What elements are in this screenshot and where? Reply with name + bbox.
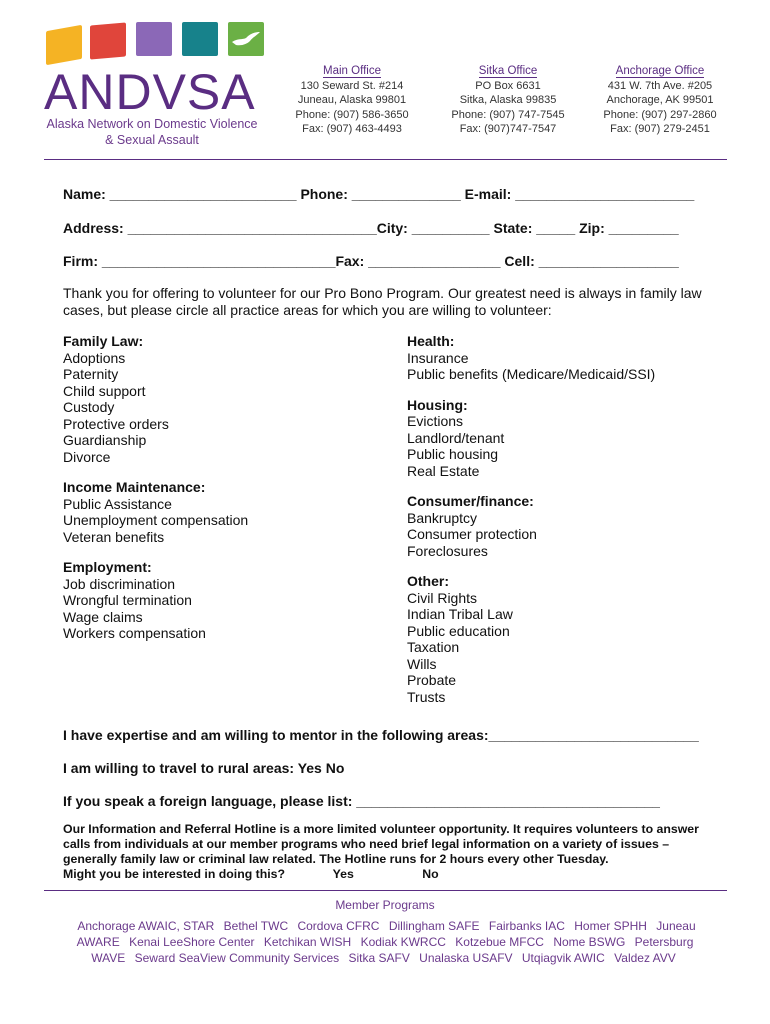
member-program: Kodiak KWRCC (360, 935, 446, 949)
member-program: Unalaska USAFV (419, 951, 513, 965)
brand-name: ANDVSA (44, 64, 256, 120)
member-program: Cordova CFRC (297, 919, 380, 933)
hotline-text: Our Information and Referral Hotline is a more limited volunteer opportunity. It requires volunteers to answer calls from individuals at our member programs who need brief legal information on a variety of issues – generally family law or criminal law related. The Hotline runs for 2 hours every other Tuesday. (63, 822, 699, 866)
member-program: Bethel TWC (223, 919, 289, 933)
practice-item[interactable]: Protective orders (63, 415, 169, 432)
logo-square-purple (136, 22, 172, 56)
category-housing: Housing: (407, 396, 468, 413)
member-program: Kotzebue MFCC (455, 935, 544, 949)
practice-item[interactable]: Bankruptcy (407, 509, 478, 526)
practice-item[interactable]: Indian Tribal Law (407, 606, 513, 622)
logo-square-red (90, 22, 126, 59)
hotline-paragraph (63, 822, 723, 882)
hotline-question: Might you be interested in doing this? (63, 867, 286, 881)
member-program: Nome BSWG (553, 935, 626, 949)
member-program: Valdez AVV (614, 951, 676, 965)
practice-item[interactable]: Wage claims (63, 608, 143, 625)
practice-item[interactable]: Public Assistance (63, 495, 172, 512)
practice-item[interactable]: Insurance (407, 349, 469, 366)
member-program: Kenai LeeShore Center (129, 935, 255, 949)
intro-paragraph: Thank you for offering to volunteer for our Pro Bono Program. Our greatest need is always in family law cases, but please circle all practice areas for which you are willing to volunteer: (63, 285, 702, 318)
practice-item[interactable]: Trusts (407, 688, 446, 705)
bird-icon (230, 28, 262, 50)
practice-item[interactable]: Workers compensation (63, 625, 206, 641)
practice-item[interactable]: Landlord/tenant (407, 429, 505, 446)
category-consumer-finance: Consumer/finance: (407, 493, 534, 509)
practice-item[interactable]: Child support (63, 382, 146, 399)
contact-row-3[interactable]: Firm: ______________________________Fax: _________________ Cell: __________________ (63, 253, 679, 269)
brand-tagline: Alaska Network on Domestic Violence & Sexual Assault (46, 117, 258, 147)
practice-item[interactable]: Real Estate (407, 462, 480, 479)
office-title: Sitka Office (478, 65, 538, 77)
member-programs-title: Member Programs (335, 898, 435, 912)
member-program: Fairbanks IAC (488, 919, 565, 933)
practice-item[interactable]: Public benefits (Medicare/Medicaid/SSI) (407, 366, 656, 382)
practice-areas-left (63, 333, 248, 642)
practice-item[interactable]: Unemployment compensation (63, 512, 249, 528)
practice-item[interactable]: Probate (407, 672, 457, 688)
hotline-no[interactable]: No (422, 867, 439, 881)
sitka-office: Sitka Office PO Box 6631 Sitka, Alaska 99835 Phone: (907) 747-7545 Fax: (907)747-7547 (451, 65, 565, 135)
mentor-statement[interactable]: I have expertise and am willing to mentor in the following areas:___________________________ (63, 727, 699, 743)
practice-item[interactable]: Paternity (63, 366, 119, 382)
travel-statement[interactable]: I am willing to travel to rural areas: Yes No (63, 760, 345, 776)
practice-item[interactable]: Consumer protection (407, 526, 537, 542)
member-programs-list (60, 918, 710, 966)
category-family-law: Family Law: (63, 333, 144, 349)
member-program: Sitka SAFV (348, 951, 410, 965)
practice-item[interactable]: Veteran benefits (63, 528, 165, 545)
practice-item[interactable]: Evictions (407, 413, 464, 429)
practice-item[interactable]: Divorce (63, 448, 111, 465)
member-program: Juneau AWARE (76, 919, 696, 949)
logo-square-teal (182, 22, 218, 56)
language-statement[interactable]: If you speak a foreign language, please list: _______________________________________ (63, 793, 660, 809)
member-program: Dillingham SAFE (388, 919, 480, 933)
main-office: Main Office 130 Seward St. #214 Juneau, Alaska 99801 Phone: (907) 586-3650 Fax: (907) 463-4493 (295, 65, 409, 135)
office-title: Main Office (323, 65, 381, 77)
member-program: Anchorage AWAIC, STAR (77, 919, 215, 933)
practice-item[interactable]: Taxation (407, 639, 460, 655)
practice-item[interactable]: Public housing (407, 446, 499, 462)
member-program: Petersburg WAVE (91, 935, 694, 965)
logo-square-yellow (46, 25, 82, 65)
member-program: Seward SeaView Community Services (134, 951, 340, 965)
header-divider (44, 159, 727, 160)
category-health: Health: (407, 333, 455, 349)
practice-item[interactable]: Custody (63, 399, 115, 415)
practice-item[interactable]: Guardianship (63, 432, 147, 448)
category-employment: Employment: (63, 559, 152, 575)
practice-item[interactable]: Civil Rights (407, 589, 478, 606)
contact-row-1[interactable]: Name: ________________________ Phone: ______________ E-mail: _______________________ (63, 186, 695, 202)
practice-item[interactable]: Foreclosures (407, 542, 488, 559)
practice-item[interactable]: Adoptions (63, 349, 126, 366)
practice-item[interactable]: Wills (407, 655, 437, 672)
member-program: Homer SPHH (574, 919, 647, 933)
andvsa-logo (44, 20, 259, 150)
category-other: Other: (407, 573, 449, 589)
anchorage-office: Anchorage Office 431 W. 7th Ave. #205 Anchorage, AK 99501 Phone: (907) 297-2860 Fax: (907) 279-2451 (603, 65, 717, 135)
practice-item[interactable]: Wrongful termination (63, 592, 192, 608)
category-income-maintenance: Income Maintenance: (63, 479, 206, 495)
practice-item[interactable]: Job discrimination (63, 575, 176, 592)
contact-row-2[interactable]: Address: ________________________________City: __________ State: _____ Zip: _________ (63, 220, 679, 236)
practice-areas-right (407, 333, 655, 705)
practice-item[interactable]: Public education (407, 622, 510, 639)
footer-divider (44, 890, 727, 891)
member-program: Utqiagvik AWIC (521, 951, 605, 965)
hotline-yes[interactable]: Yes (332, 867, 354, 881)
member-program: Ketchikan WISH (263, 935, 352, 949)
office-title: Anchorage Office (615, 65, 705, 77)
